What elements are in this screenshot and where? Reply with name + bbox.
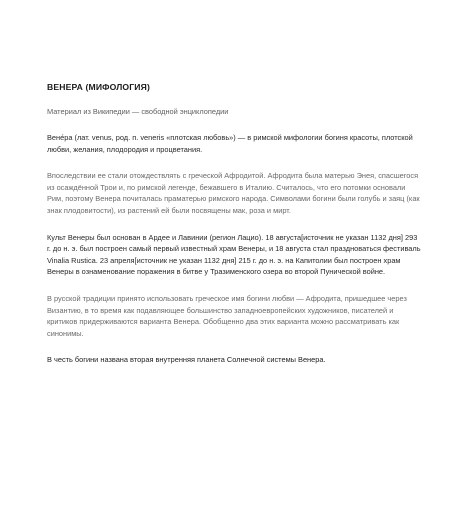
article-source-note: Материал из Википедии — свободной энциклопедии [47, 107, 229, 116]
paragraph-planet: В честь богини названа вторая внутренняя планета Солнечной системы Венера. [47, 355, 326, 365]
paragraph-aphrodite: Впоследствии ее стали отождествлять с греческой Афродитой. Афродита была матерью Энея, спасшегося из осаждённой Трои и, по римской легенде, бежавшего в Италию. Считалось, что его потомки основали Рим, поэтому Венера почиталась праматерью римского народа. Символами богини были голубь и заяц (как знак плодовитости), из растений ей были посвящены мак, роза и мирт. [47, 171, 420, 215]
paragraph-russian-tradition: В русской традиции принято использовать греческое имя богини любви — Афродита, пришедшее через Византию, в то время как подавляющее большинство западноевропейских художников, писателей и критиков придерживаются варианта Венера. Обобщенно два этих варианта можно рассматривать как синонимы. [47, 293, 407, 338]
paragraph-cult: Культ Венеры был основан в Ардее и Лавинии (регион Лацио). 18 августа[источник не указан 1132 дня] 293 г. до н. э. был построен самый первый известный храм Венеры, и 18 августа стал праздноваться фестиваль Vinalia Rustica. 23 апреля[источник не указан 1132 дня] 215 г. до н. э. на Капитолии был построен храм Венеры в ознаменование поражения в битве у Тразименского озера во второй Пунической войне. [47, 232, 421, 277]
paragraph-intro: Вене́ра (лат. venus, род. п. veneris «плотская любовь») — в римской мифологии богиня красоты, плотской любви, желания, плодородия и процветания. [47, 133, 413, 154]
article-title: ВЕНЕРА (МИФОЛОГИЯ) [47, 82, 150, 92]
article [47, 82, 423, 366]
